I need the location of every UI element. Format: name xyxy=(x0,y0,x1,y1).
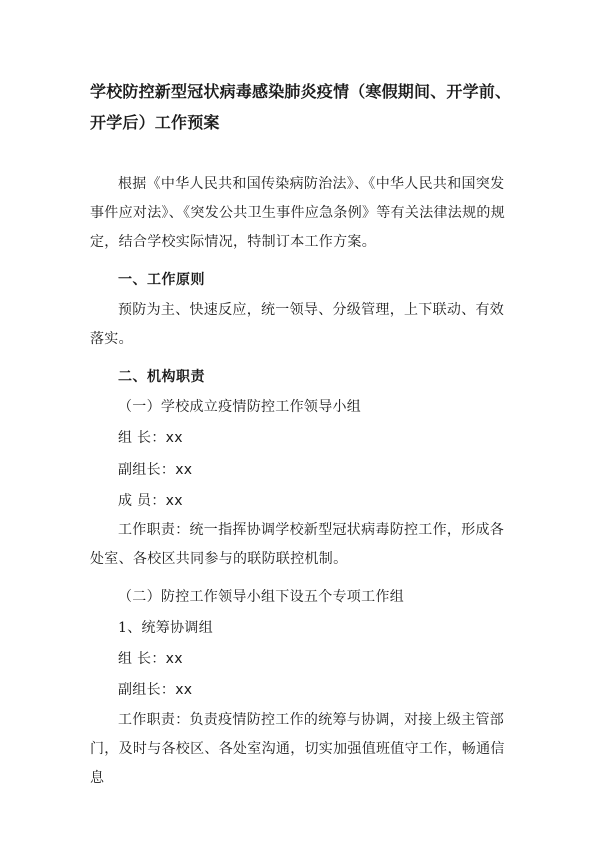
leader-value: xx xyxy=(165,430,183,446)
section-2-heading: 二、机构职责 xyxy=(118,369,205,385)
deputy-value: xx xyxy=(175,462,193,478)
section-1-heading: 一、工作原则 xyxy=(118,272,205,288)
group-1-leader-value: xx xyxy=(165,651,183,667)
member-line xyxy=(118,490,183,510)
deputy-label: 副组长： xyxy=(118,462,176,478)
group-1-deputy-line xyxy=(118,679,192,699)
document-title: 学校防控新型冠状病毒感染肺炎疫情（寒假期间、开学前、开学后）工作预案 xyxy=(90,82,512,132)
member-label: 成 员： xyxy=(118,493,166,509)
group-1-title: 1、统筹协调组 xyxy=(118,620,214,636)
group-1-deputy-value: xx xyxy=(175,682,193,698)
leader-line xyxy=(118,427,183,447)
intro-paragraph: 根据《中华人民共和国传染病防治法》、《中华人民共和国突发事件应对法》、《突发公共卫生事件应急条例》等有关法律法规的规定，结合学校实际情况，特制订本工作方案。 xyxy=(90,176,505,250)
group-1-deputy-label: 副组长： xyxy=(118,682,176,698)
member-value: xx xyxy=(165,493,183,509)
deputy-line xyxy=(118,459,192,479)
group-1-leader-label: 组 长： xyxy=(118,651,166,667)
subsection-1-title: （一）学校成立疫情防控工作领导小组 xyxy=(118,399,362,415)
section-1-body: 预防为主、快速反应，统一领导、分级管理，上下联动、有效落实。 xyxy=(90,302,505,347)
subsection-2-title: （二）防控工作领导小组下设五个专项工作组 xyxy=(118,589,404,605)
group-1-leader-line xyxy=(118,648,183,668)
duty-paragraph-1: 工作职责：统一指挥协调学校新型冠状病毒防控工作，形成各处室、各校区共同参与的联防联控机制。 xyxy=(90,522,505,567)
leader-label: 组 长： xyxy=(118,430,166,446)
duty-paragraph-2: 工作职责：负责疫情防控工作的统筹与协调，对接上级主管部门，及时与各校区、各处室沟通，切实加强值班值守工作，畅通信息 xyxy=(90,712,505,786)
